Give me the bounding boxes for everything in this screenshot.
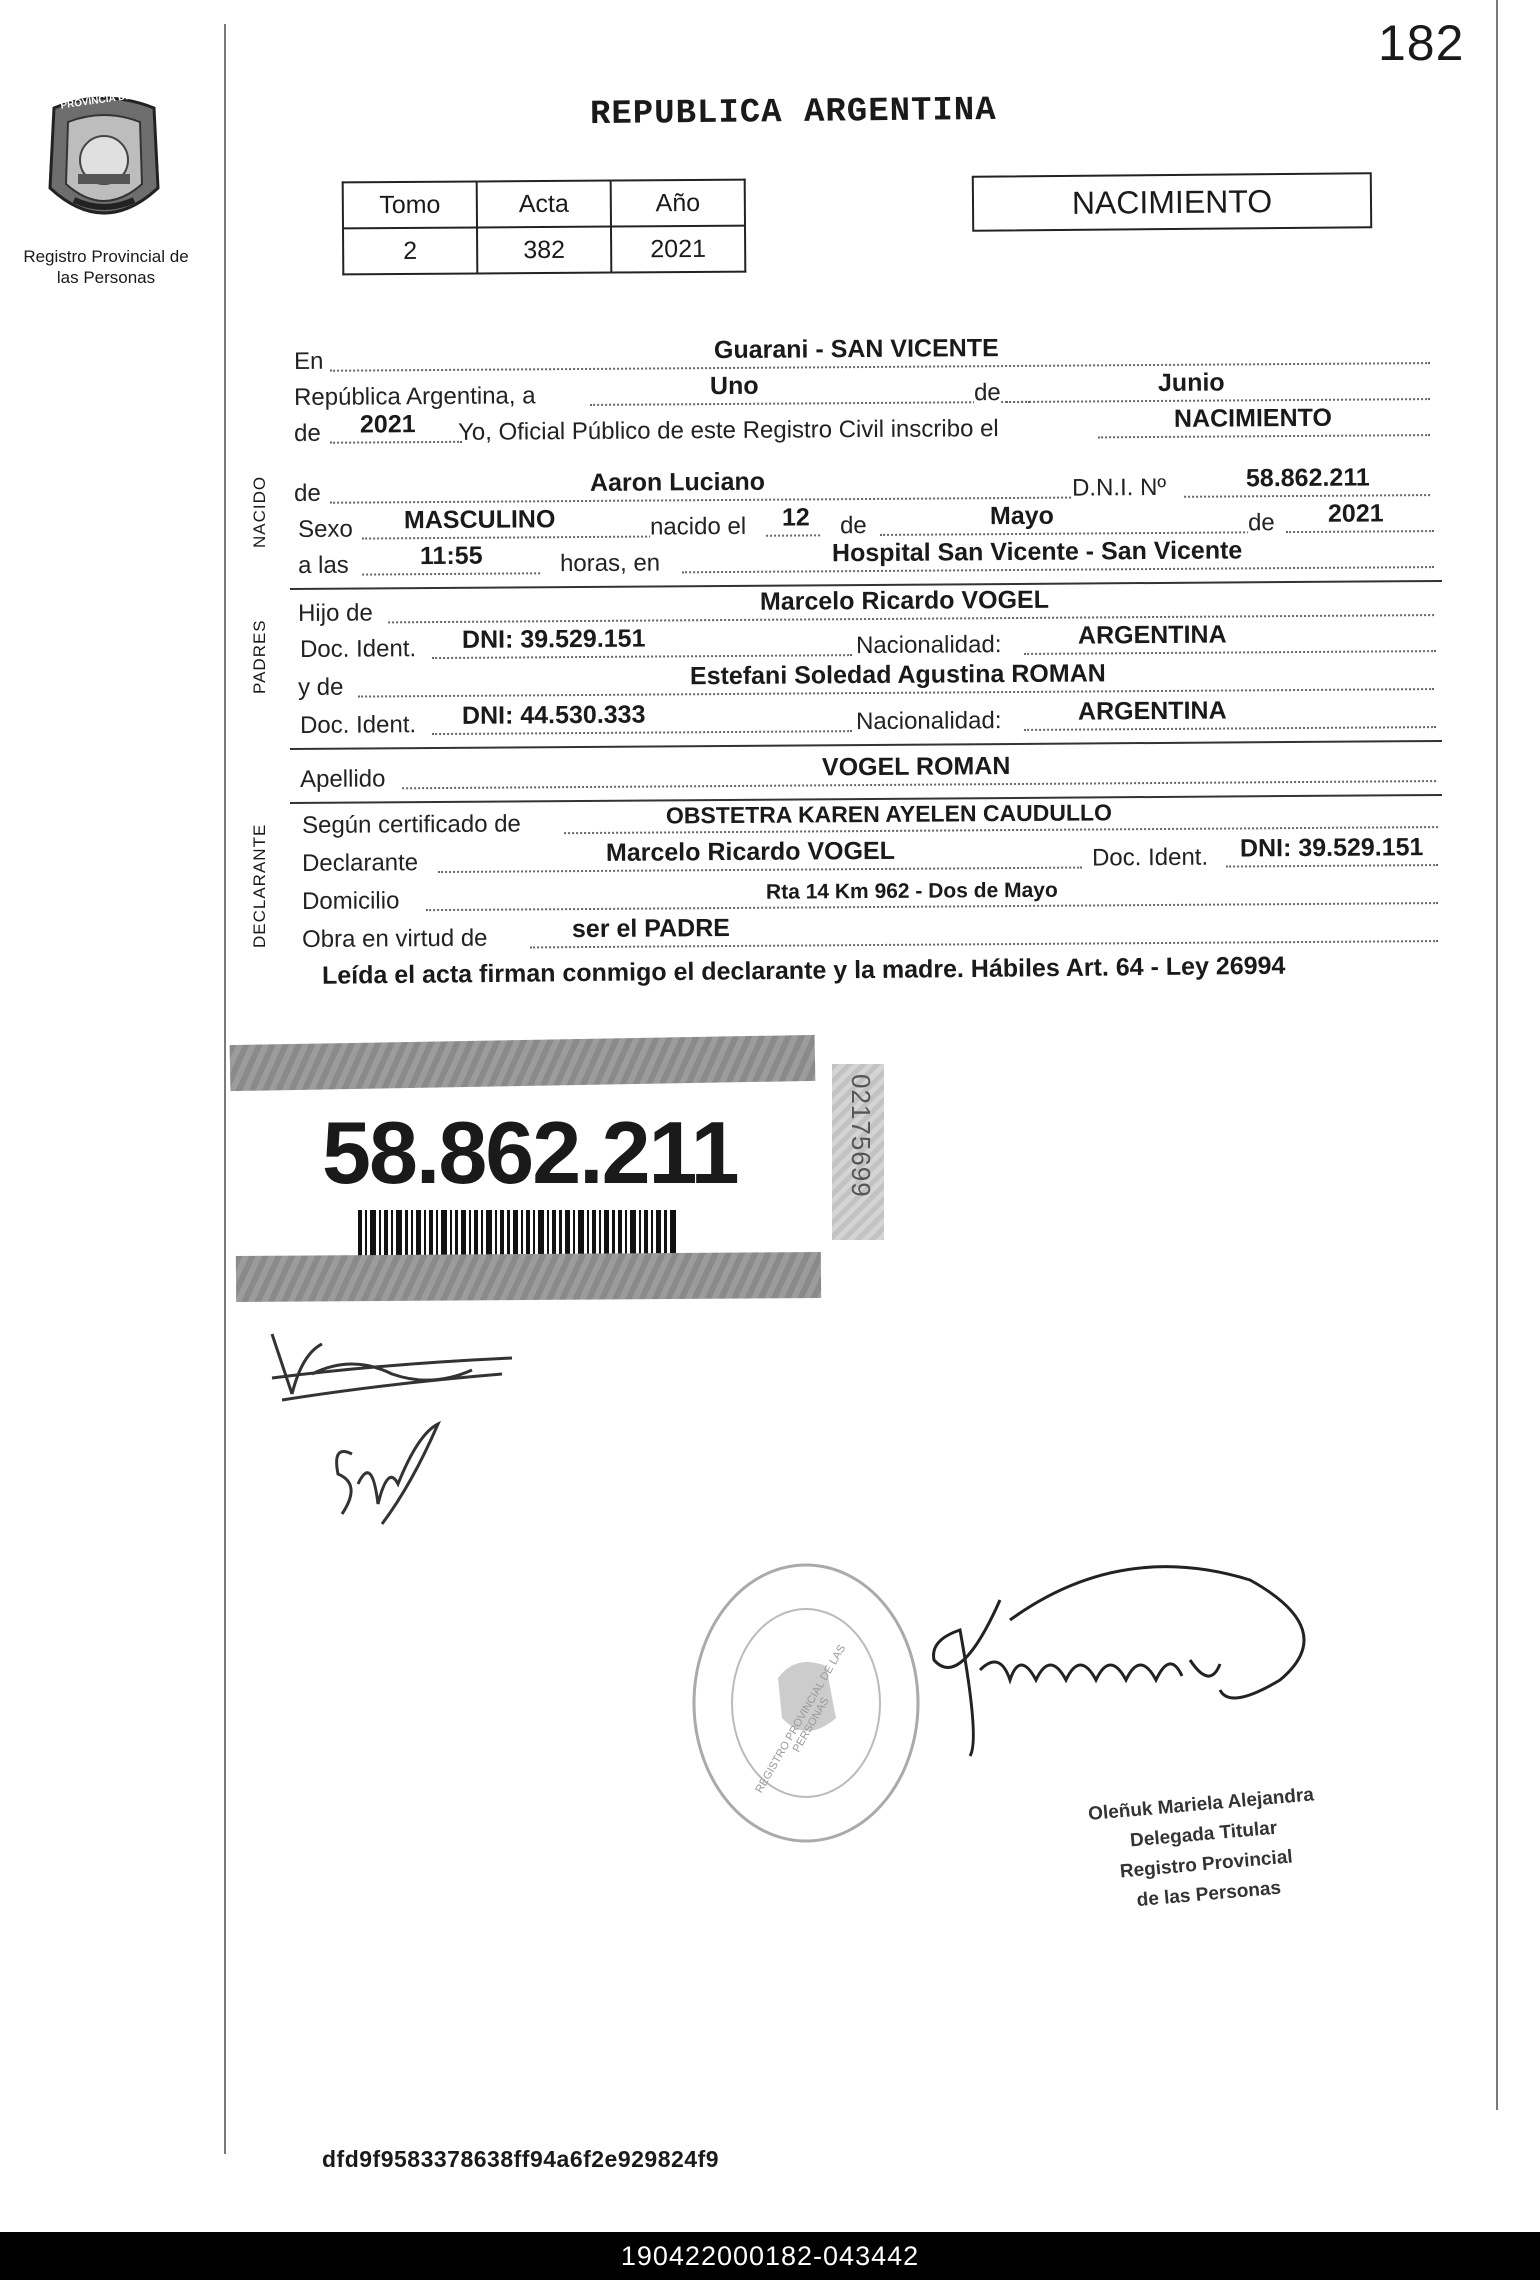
dotted-line xyxy=(432,730,852,735)
footer-code-bar: 190422000182-043442 xyxy=(0,2232,1540,2280)
label-de: de xyxy=(973,379,1001,407)
label-y-de: y de xyxy=(297,673,344,701)
sticker-dni-number: 58.862.211 xyxy=(322,1103,738,1202)
dotted-line xyxy=(1098,434,1430,438)
field-row-doc-padre xyxy=(300,620,1446,664)
section-label-nacido: NACIDO xyxy=(250,475,269,548)
dotted-line xyxy=(362,536,654,540)
dotted-line xyxy=(432,654,852,659)
vertical-serial-sticker xyxy=(832,1064,884,1240)
label-declarante: Declarante xyxy=(301,849,419,877)
sticker-band-bottom xyxy=(236,1252,821,1302)
value-acta: 382 xyxy=(477,227,611,274)
dotted-line xyxy=(1006,398,1430,403)
value-dia: Uno xyxy=(709,371,759,401)
official-org-line2: de las Personas xyxy=(1135,1877,1282,1912)
label-apellido: Apellido xyxy=(299,765,386,793)
label-obra-en-virtud: Obra en virtud de xyxy=(301,924,488,953)
official-role: Delegada Titular xyxy=(1129,1817,1279,1852)
value-madre: Estefani Soledad Agustina ROMAN xyxy=(689,659,1106,691)
dotted-line xyxy=(1024,650,1436,655)
label-nacionalidad: Nacionalidad: xyxy=(855,707,1002,736)
value-inscribo: NACIMIENTO xyxy=(1173,403,1332,433)
document-title: REPUBLICA ARGENTINA xyxy=(589,91,997,135)
value-dni: 58.862.211 xyxy=(1245,463,1370,493)
header-acta: Acta xyxy=(477,181,611,228)
sticker-band-top xyxy=(230,1035,816,1091)
label-en: En xyxy=(293,347,324,375)
label-doc-ident: Doc. Ident. xyxy=(299,711,417,739)
label-doc-ident: Doc. Ident. xyxy=(1091,843,1209,872)
value-obra: ser el PADRE xyxy=(571,914,731,944)
dotted-line xyxy=(1024,726,1436,731)
value-lugar-nacimiento: Hospital San Vicente - San Vicente xyxy=(831,536,1243,568)
label-de: de xyxy=(293,479,321,507)
registry-table xyxy=(342,179,747,276)
dni-number-sticker xyxy=(230,1040,815,1290)
official-name: Oleñuk Mariela Alejandra xyxy=(1087,1784,1315,1825)
value-doc-declarante: DNI: 39.529.151 xyxy=(1239,833,1424,863)
dotted-line xyxy=(880,531,1252,536)
section-label-declarante: DECLARANTE xyxy=(250,823,269,948)
field-row-anio xyxy=(294,404,1440,448)
right-margin-line xyxy=(1496,0,1498,2110)
label-sexo: Sexo xyxy=(297,515,353,543)
value-anio-inscripcion: 2021 xyxy=(359,410,416,439)
label-republica: República Argentina, a xyxy=(293,382,536,411)
seal-ring-text: PROVINCIA DE MISIONES xyxy=(59,83,184,112)
label-a-las: a las xyxy=(297,551,349,579)
value-nac-dia: 12 xyxy=(781,503,810,532)
value-doc-padre: DNI: 39.529.151 xyxy=(461,624,646,654)
label-dni: D.N.I. Nº xyxy=(1071,473,1167,502)
value-certificado: OBSTETRA KAREN AYELEN CAUDULLO xyxy=(665,799,1113,829)
mother-signature xyxy=(322,1414,462,1544)
value-nac-mes: Mayo xyxy=(989,501,1054,531)
dotted-line xyxy=(1286,530,1434,533)
value-doc-madre: DNI: 44.530.333 xyxy=(461,700,646,730)
declarant-signature xyxy=(262,1314,522,1414)
field-row-domicilio xyxy=(302,872,1448,916)
label-segun-certificado: Según certificado de xyxy=(301,810,521,839)
field-row-madre xyxy=(298,658,1444,702)
section-label-padres: PADRES xyxy=(250,619,269,694)
value-nacionalidad-madre: ARGENTINA xyxy=(1077,696,1227,726)
header-anio: Año xyxy=(611,180,745,227)
dotted-line xyxy=(682,566,1434,573)
official-org-line1: Registro Provincial xyxy=(1119,1846,1294,1883)
province-seal-logo xyxy=(34,88,174,238)
label-de: de xyxy=(839,512,867,540)
value-nacionalidad-padre: ARGENTINA xyxy=(1077,620,1227,650)
document-type-box: NACIMIENTO xyxy=(972,172,1372,231)
dotted-line xyxy=(1226,864,1438,867)
dotted-line xyxy=(330,441,462,444)
official-signature xyxy=(920,1560,1340,1760)
value-apellido: VOGEL ROMAN xyxy=(821,752,1011,782)
page-number: 182 xyxy=(1378,15,1465,71)
closing-statement: Leída el acta firman conmigo el declarante y la madre. Hábiles Art. 64 - Ley 26994 xyxy=(321,951,1286,990)
value-lugar-inscripcion: Guarani - SAN VICENTE xyxy=(713,334,999,365)
field-row-apellido xyxy=(300,750,1446,794)
label-nacionalidad: Nacionalidad: xyxy=(855,631,1002,660)
field-row-doc-madre xyxy=(300,696,1446,740)
value-mes: Junio xyxy=(1157,368,1225,397)
value-padre: Marcelo Ricardo VOGEL xyxy=(759,585,1050,616)
section-divider xyxy=(290,740,1442,750)
value-anio: 2021 xyxy=(611,226,745,273)
label-de: de xyxy=(293,419,321,447)
value-declarante: Marcelo Ricardo VOGEL xyxy=(605,836,896,867)
label-doc-ident: Doc. Ident. xyxy=(299,635,417,663)
dotted-line xyxy=(766,534,820,536)
dotted-line xyxy=(590,401,1030,406)
dotted-line xyxy=(1184,494,1430,498)
label-de: de xyxy=(1247,509,1275,537)
header-tomo: Tomo xyxy=(343,181,477,228)
label-hijo-de: Hijo de xyxy=(297,599,373,627)
value-sexo: MASCULINO xyxy=(403,505,556,535)
left-margin-line xyxy=(224,24,226,2154)
value-domicilio: Rta 14 Km 962 - Dos de Mayo xyxy=(765,878,1058,904)
label-oficial: Yo, Oficial Público de este Registro Civil inscribo el xyxy=(457,415,999,446)
seal-text: REGISTRO PROVINCIAL DE LAS PERSONAS xyxy=(753,1642,849,1796)
dotted-line xyxy=(362,572,540,575)
field-row-hora xyxy=(298,536,1444,580)
field-row-declarante xyxy=(302,834,1448,878)
value-tomo: 2 xyxy=(343,227,477,274)
document-hash: dfd9f9583378638ff94a6f2e929824f9 xyxy=(322,2146,720,2172)
value-nombre: Aaron Luciano xyxy=(589,467,766,497)
vertical-serial-code: 02175699 xyxy=(846,1074,876,1198)
label-nacido-el: nacido el xyxy=(649,512,747,541)
value-nac-anio: 2021 xyxy=(1327,499,1384,528)
label-domicilio: Domicilio xyxy=(301,887,400,915)
registry-logo-label: Registro Provincial de las Personas xyxy=(23,247,189,287)
official-signature-block xyxy=(1035,1776,1374,1924)
dotted-line xyxy=(438,867,1082,873)
value-hora: 11:55 xyxy=(419,541,483,571)
label-horas-en: horas, en xyxy=(559,549,661,578)
